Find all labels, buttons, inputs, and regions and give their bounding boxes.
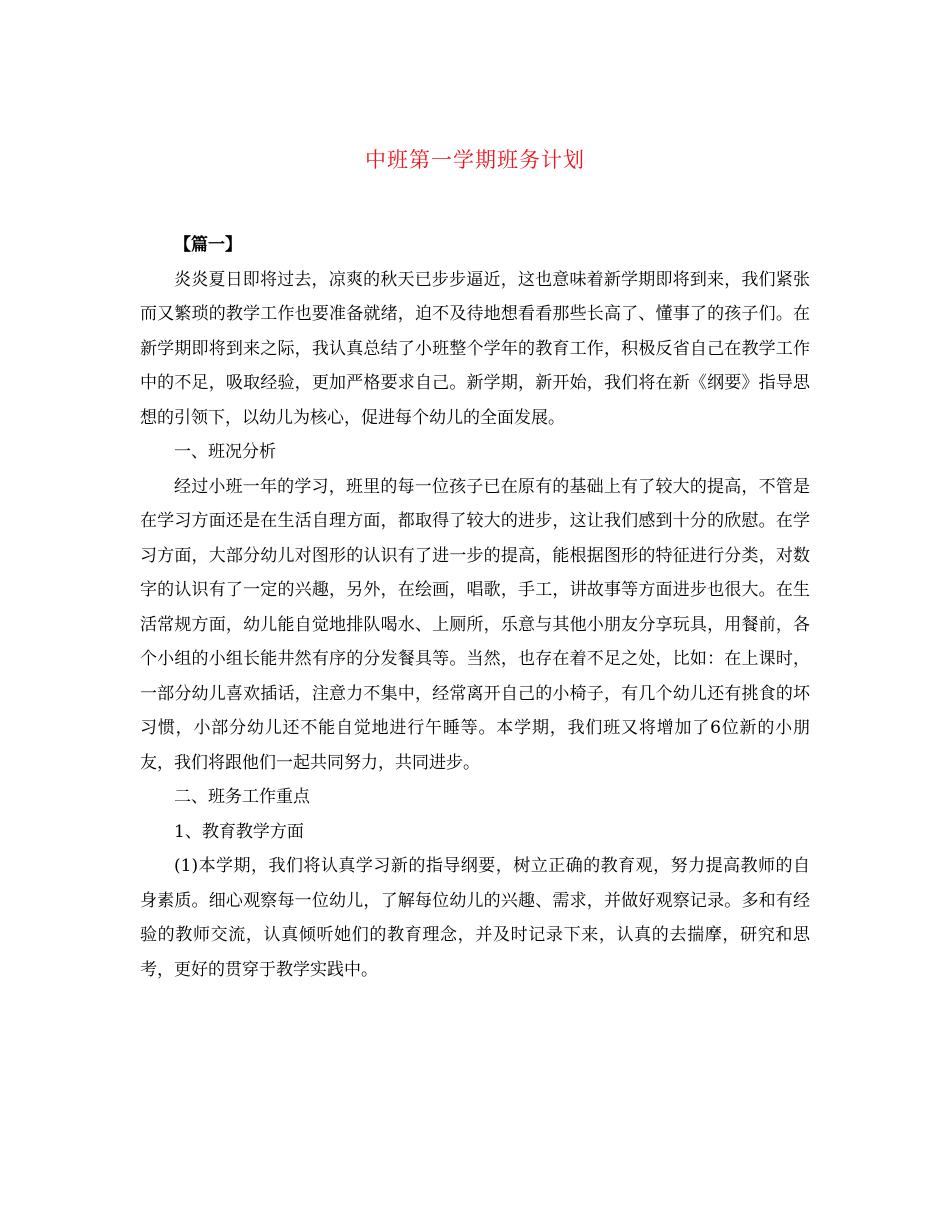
intro-paragraph: 炎炎夏日即将过去，凉爽的秋天已步步逼近，这也意味着新学期即将到来，我们紧张而又繁琐的教学工作也要准备就绪，迫不及待地想看看那些长高了、懂事了的孩子们。在新学期即将到来之际，我认真总结了小班整个学年的教育工作，积极反省自己在教学工作中的不足，吸取经验，更加严格要求自己。新学期，新开始，我们将在新《纲要》指导思想的引领下，以幼儿为核心，促进每个幼儿的全面发展。 <box>140 269 810 428</box>
teaching-item-1-paragraph: (1)本学期，我们将认真学习新的指导纲要，树立正确的教育观，努力提高教师的自身素质。细心观察每一位幼儿，了解每位幼儿的兴趣、需求，并做好观察记录。多和有经验的教师交流，认真倾听她们的教育理念，并及时记录下来，认真的去揣摩，研究和思考，更好的贯穿于教学实践中。 <box>140 856 810 980</box>
class-analysis-paragraph: 经过小班一年的学习，班里的每一位孩子已在原有的基础上有了较大的提高，不管是在学习方面还是在生活自理方面，都取得了较大的进步，这让我们感到十分的欣慰。在学习方面，大部分幼儿对图形的认识有了进一步的提高，能根据图形的特征进行分类，对数字的认识有了一定的兴趣，另外，在绘画，唱歌，手工，讲故事等方面进步也很大。在生活常规方面，幼儿能自觉地排队喝水、上厕所，乐意与其他小朋友分享玩具，用餐前，各个小组的小组长能井然有序的分发餐具等。当然，也存在着不足之处，比如：在上课时，一部分幼儿喜欢插话，注意力不集中，经常离开自己的小椅子，有几个幼儿还有挑食的坏习惯，小部分幼儿还不能自觉地进行午睡等。本学期，我们班又将增加了6位新的小朋友，我们将跟他们一起共同努力，共同进步。 <box>140 476 810 773</box>
subsection-heading-teaching: 1、教育教学方面 <box>174 821 304 842</box>
section-heading-work-focus: 二、班务工作重点 <box>174 787 310 807</box>
section-heading-class-analysis: 一、班况分析 <box>174 442 276 462</box>
chapter-label: 【篇一】 <box>174 235 242 255</box>
document-title: 中班第一学期班务计划 <box>365 148 585 172</box>
document-body <box>140 228 810 987</box>
